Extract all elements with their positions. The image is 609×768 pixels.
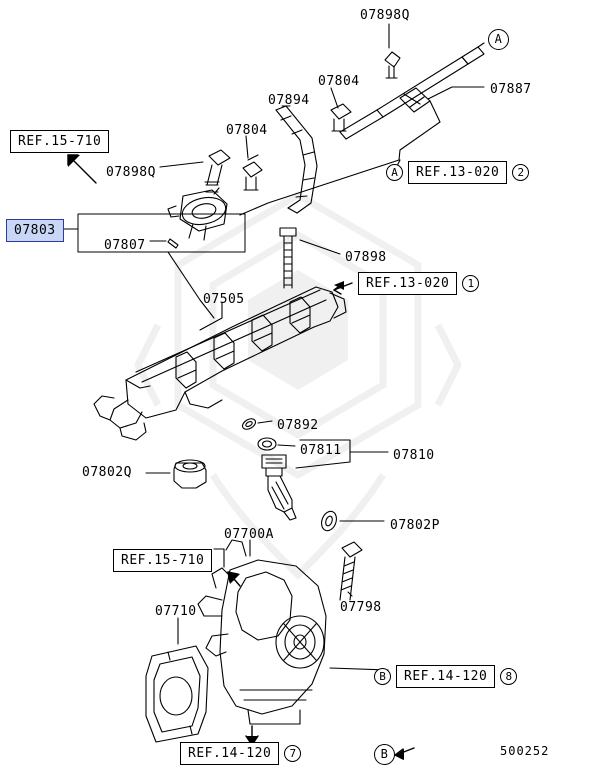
part-label-07804-lower: 07804 xyxy=(226,123,268,138)
part-label-07811: 07811 xyxy=(300,443,342,458)
marker-8-suffix: 8 xyxy=(500,668,517,685)
marker-b-prefix: B xyxy=(374,668,391,685)
part-label-07798: 07798 xyxy=(340,600,382,615)
part-label-07807: 07807 xyxy=(104,238,146,253)
marker-a-prefix: A xyxy=(386,164,403,181)
ref-label: REF.15-710 xyxy=(113,549,212,572)
part-label-07898: 07898 xyxy=(345,250,387,265)
marker-b-bottom xyxy=(374,744,395,765)
ref-box-15-710-mid[interactable] xyxy=(113,549,212,572)
ref-box-14-120-7[interactable] xyxy=(180,742,301,765)
part-label-07898Q-left: 07898Q xyxy=(106,165,156,180)
part-label-07892: 07892 xyxy=(277,418,319,433)
part-label-07810: 07810 xyxy=(393,448,435,463)
part-label-07804-upper: 07804 xyxy=(318,74,360,89)
part-label-07700A: 07700A xyxy=(224,527,274,542)
circle-b: B xyxy=(374,744,395,765)
part-label-07898Q-top: 07898Q xyxy=(360,8,410,23)
part-label-07894: 07894 xyxy=(268,93,310,108)
circle-a: A xyxy=(488,29,509,50)
ref-box-13-020-1[interactable] xyxy=(358,272,479,295)
marker-1-suffix: 1 xyxy=(462,275,479,292)
ref-box-13-020-2[interactable] xyxy=(386,161,529,184)
ref-label: REF.13-020 xyxy=(358,272,457,295)
part-label-07802P: 07802P xyxy=(390,518,440,533)
part-label-07802Q: 07802Q xyxy=(82,465,132,480)
part-label-07887: 07887 xyxy=(490,82,532,97)
ref-box-15-710-top[interactable] xyxy=(10,130,109,153)
highlighted-part-07803[interactable]: 07803 xyxy=(6,219,64,242)
marker-7-suffix: 7 xyxy=(284,745,301,762)
marker-2-suffix: 2 xyxy=(512,164,529,181)
marker-a-top xyxy=(488,29,509,50)
ref-label: REF.14-120 xyxy=(396,665,495,688)
figure-number: 500252 xyxy=(500,744,550,758)
ref-box-14-120-8[interactable] xyxy=(374,665,517,688)
part-label-07505: 07505 xyxy=(203,292,245,307)
ref-label: REF.13-020 xyxy=(408,161,507,184)
part-label-07710: 07710 xyxy=(155,604,197,619)
ref-label: REF.15-710 xyxy=(10,130,109,153)
ref-label: REF.14-120 xyxy=(180,742,279,765)
